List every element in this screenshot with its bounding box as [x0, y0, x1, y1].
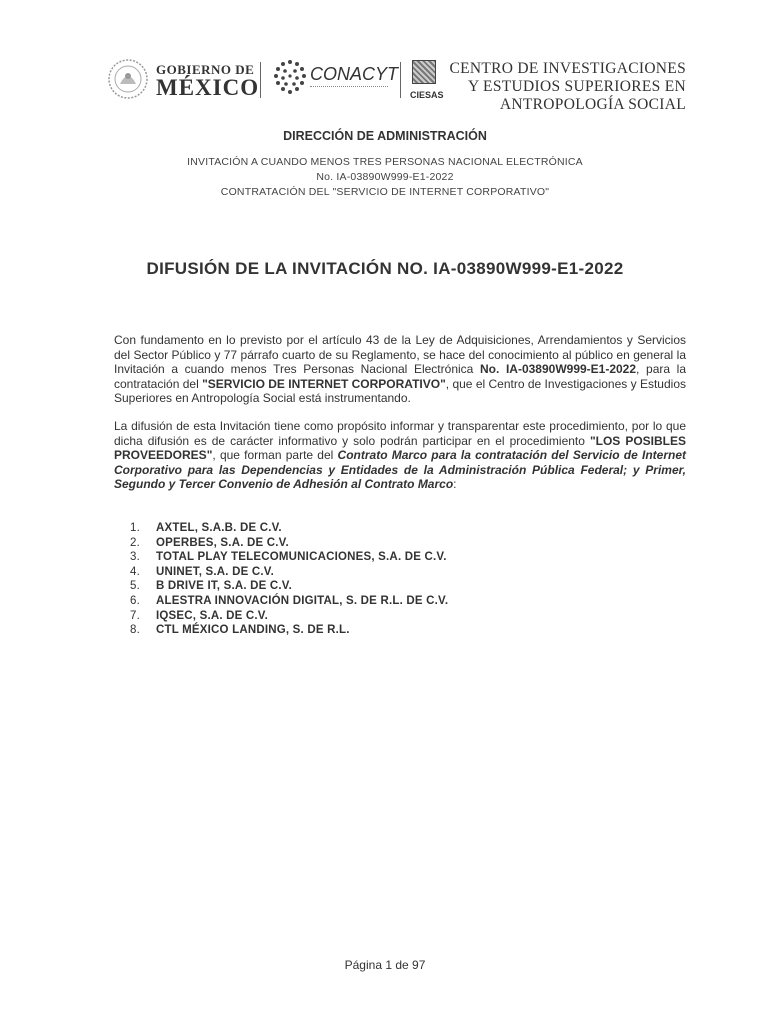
list-item — [130, 521, 448, 536]
document-title: DIFUSIÓN DE LA INVITACIÓN NO. IA-03890W999-E1-2022 — [146, 259, 624, 278]
paragraph-italic: Contrato Marco para la contratación del Servicio de Internet Corporativo para las Dependencias y Entidades de la Administración Pública Federal; y Primer, Segundo y Tercer Convenio de Adhesión al Contrato Marco — [114, 448, 686, 492]
institution-name-line3: ANTROPOLOGÍA SOCIAL — [499, 96, 686, 113]
list-item — [130, 609, 448, 624]
gobierno-mexico-logo — [106, 56, 260, 106]
invitation-number: No. IA-03890W999-E1-2022 — [316, 171, 454, 183]
page-number: Página 1 de 97 — [344, 958, 426, 972]
letterhead — [106, 56, 686, 116]
logo-divider — [260, 62, 261, 98]
list-item-name: IQSEC, S.A. DE C.V. — [156, 609, 269, 622]
department-heading: DIRECCIÓN DE ADMINISTRACIÓN — [283, 129, 487, 143]
list-item-number: 5. — [130, 580, 140, 593]
list-item-number: 2. — [130, 536, 140, 549]
invitation-type: INVITACIÓN A CUANDO MENOS TRES PERSONAS NACIONAL ELECTRÓNICA — [187, 156, 583, 168]
list-item — [130, 565, 448, 580]
paragraph-text: Con fundamento en lo previsto por el artículo 43 de la Ley de Adquisiciones, Arrendamientos y Servicios del Sector Público y 77 párrafo cuarto de su Reglamento, se hace del conocimiento al público en general la Invitación a cuando menos Tres Personas Nacional Electrónica — [114, 333, 686, 377]
list-item-name: B DRIVE IT, S.A. DE C.V. — [156, 580, 293, 593]
list-item — [130, 623, 448, 638]
list-item-name: AXTEL, S.A.B. DE C.V. — [156, 522, 282, 534]
logo-divider — [400, 62, 401, 98]
paragraph-text: : — [453, 477, 457, 492]
ciesas-text: CIESAS — [410, 90, 444, 100]
providers-list — [130, 521, 448, 638]
list-item-name: ALESTRA INNOVACIÓN DIGITAL, S. DE R.L. DE C.V. — [156, 594, 449, 607]
list-item-number: 3. — [130, 551, 140, 564]
list-item-number: 7. — [130, 609, 140, 622]
list-item — [130, 594, 448, 609]
paragraph-text: , que el Centro de Investigaciones y Estudios Superiores en Antropología Social está instrumentando. — [114, 376, 686, 406]
paragraph-bold: "SERVICIO DE INTERNET CORPORATIVO" — [202, 376, 446, 391]
paragraph-purpose — [114, 419, 686, 492]
paragraph-text: , que forman parte del — [212, 448, 338, 463]
list-item-number: 6. — [130, 594, 140, 607]
conacyt-text: CONACYT — [310, 64, 399, 84]
institution-name — [449, 60, 686, 114]
list-item-number: 1. — [130, 522, 140, 534]
paragraph-bold: No. IA-03890W999-E1-2022 — [479, 362, 637, 377]
list-item — [130, 536, 448, 551]
contract-subject: CONTRATACIÓN DEL "SERVICIO DE INTERNET CORPORATIVO" — [220, 186, 550, 198]
list-item-name: OPERBES, S.A. DE C.V. — [156, 536, 289, 549]
ciesas-logo — [410, 60, 444, 106]
list-item-number: 8. — [130, 624, 140, 637]
conacyt-dots-icon — [272, 58, 308, 98]
mexico-seal-icon — [106, 56, 150, 102]
paragraph-bold: "LOS POSIBLES PROVEEDORES" — [114, 433, 686, 463]
gobierno-text: GOBIERNO DE — [156, 62, 255, 77]
institution-name-line2: Y ESTUDIOS SUPERIORES EN — [467, 78, 686, 95]
list-item-name: TOTAL PLAY TELECOMUNICACIONES, S.A. DE C.V. — [156, 551, 447, 564]
mexico-text: MÉXICO — [156, 75, 260, 100]
paragraph-text: La difusión de esta Invitación tiene como propósito informar y transparentar este procedimiento, por lo que dicha difusión es de carácter informativo y solo podrán participar en el procedimiento — [114, 419, 686, 448]
list-item — [130, 550, 448, 565]
institution-name-line1: CENTRO DE INVESTIGACIONES — [449, 60, 686, 77]
list-item-name: CTL MÉXICO LANDING, S. DE R.L. — [156, 624, 350, 637]
list-item-number: 4. — [130, 565, 140, 578]
ciesas-emblem-icon — [412, 60, 436, 84]
list-item — [130, 579, 448, 594]
conacyt-logo — [272, 56, 399, 106]
paragraph-legal-basis — [114, 333, 686, 406]
paragraph-text: , para la contratación del — [114, 362, 687, 391]
conacyt-tagline-line — [310, 86, 388, 89]
list-item-name: UNINET, S.A. DE C.V. — [156, 565, 274, 578]
